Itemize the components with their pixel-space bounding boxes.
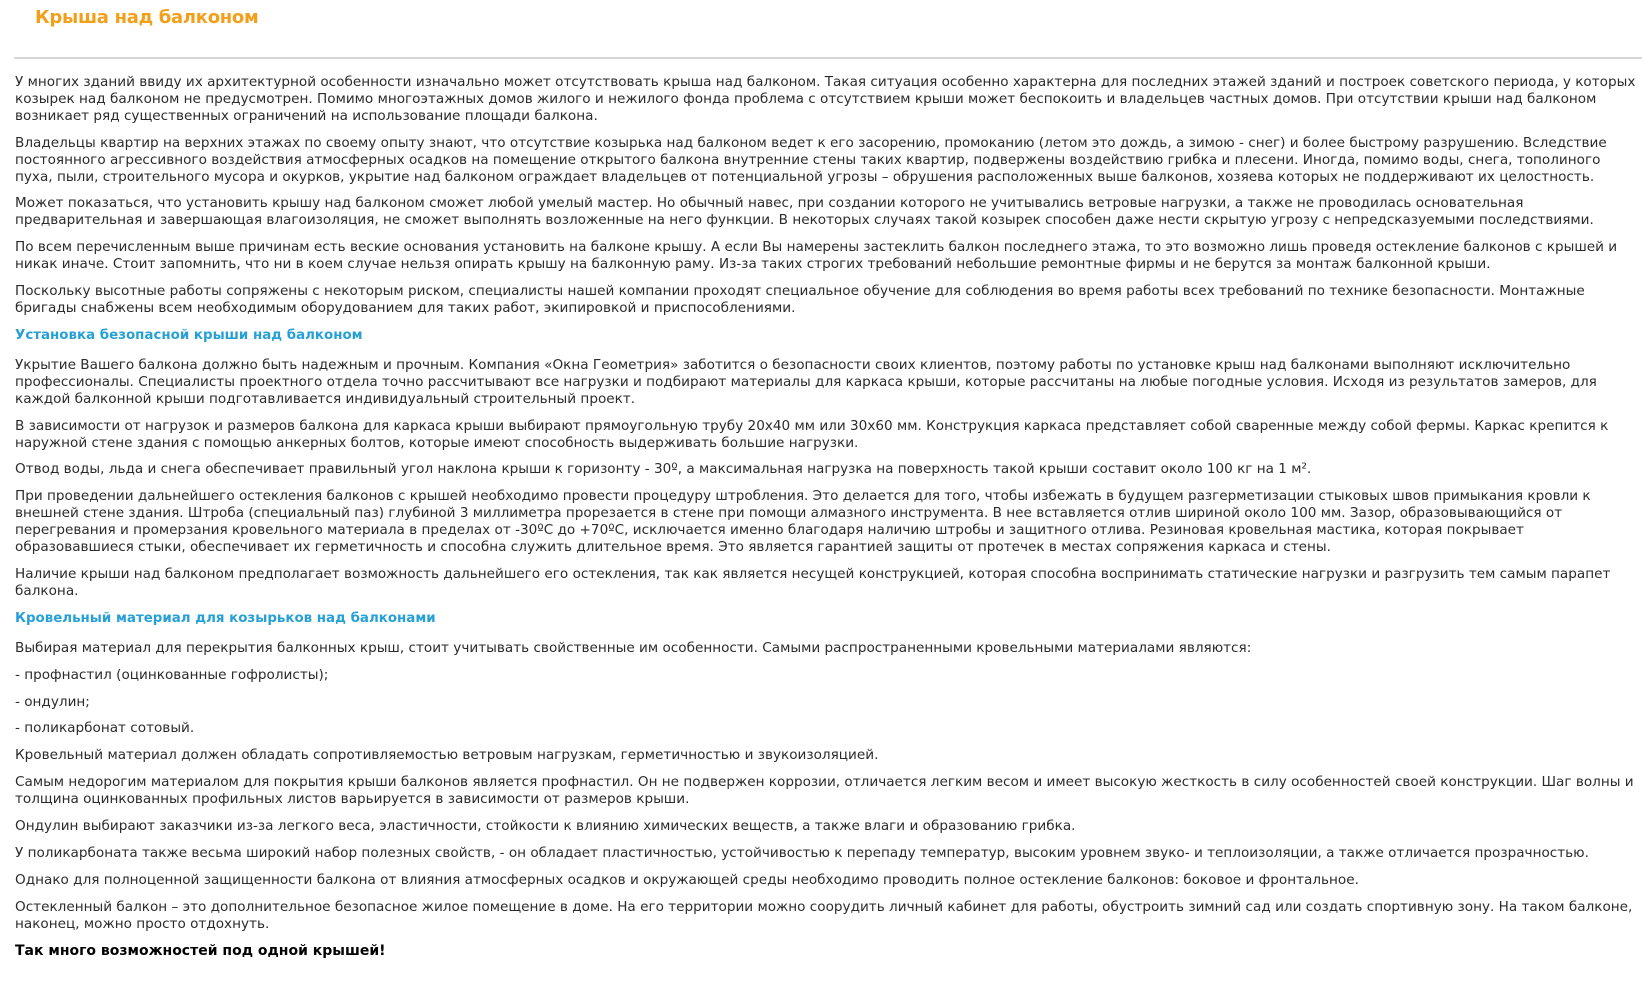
article-body (15, 74, 1637, 970)
section-paragraph: Отвод воды, льда и снега обеспечивает правильный угол наклона крыши к горизонту - 30º, а максимальная нагрузка на поверхность такой крыши составит около 100 кг на 1 м². (15, 461, 1312, 478)
section-paragraph: Самым недорогим материалом для покрытия крыши балконов является профнастил. Он не подвержен коррозии, отличается легким весом и имеет высокую жесткость в силу особенностей своей конструкции. Шаг волны и толщина оцинкованных профильных листов варьируется в зависимости от размеров крыши. (15, 774, 1634, 808)
closing-statement: Так много возможностей под одной крышей! (15, 942, 386, 959)
section-paragraph: Наличие крыши над балконом предполагает возможность дальнейшего его остекления, так как является несущей конструкцией, которая способна воспринимать статические нагрузки и разгрузить тем самым парапет балкона. (15, 565, 1611, 599)
intro-paragraph: У многих зданий ввиду их архитектурной особенности изначально может отсутствовать крыша над балконом. Такая ситуация особенно характерна для последних этажей зданий и построек советского периода, у которых козырек над балконом не предусмотрен. Помимо многоэтажных домов жилого и нежилого фонда проблема с отсутствием крыши может беспокоить и владельцев частных домов. При отсутствии крыши над балконом возникает ряд существенных ограничений на использование площади балкона. (15, 74, 1636, 124)
section-heading-roofing-material: Кровельный материал для козырьков над балконами (15, 610, 436, 626)
list-item: - ондулин; (15, 693, 90, 710)
intro-paragraph: Может показаться, что установить крышу над балконом сможет любой умелый мастер. Но обычный навес, при создании которого не учитывались ветровые нагрузки, а также не проводилась основательная предварительная и завершающая влагоизоляция, не сможет выполнять возложенные на него функции. В некоторых случаях такой козырек способен даже нести скрытую угрозу с непредсказуемыми последствиями. (15, 195, 1594, 229)
list-item: - профнастил (оцинкованные гофролисты); (15, 666, 329, 683)
section-paragraph: У поликарбоната также весьма широкий набор полезных свойств, - он обладает пластичностью, устойчивостью к перепаду температур, высоким уровнем звуко- и теплоизоляции, а также отличается прозрачностью. (15, 845, 1589, 861)
section-heading-safe-roof: Установка безопасной крыши над балконом (15, 327, 363, 343)
section-paragraph: Выбирая материал для перекрытия балконных крыш, стоит учитывать свойственные им особенности. Самыми распространенными кровельными материалами являются: (15, 639, 1252, 656)
intro-paragraph: Владельцы квартир на верхних этажах по своему опыту знают, что отсутствие козырька над балконом ведет к его засорению, промоканию (летом это дождь, а зимою - снег) и более быстрому разрушению. Вследствие постоянного агрессивного воздействия атмосферных осадков на помещение открытого балкона внутренние стены таких квартир, подвержены воздействию грибка и плесени. Иногда, помимо воды, снега, тополиного пуха, пыли, строительного мусора и окурков, укрытие над балконом ограждает владельцев от потенциальной угрозы – обрушения расположенных выше балконов, хозяева которых не поддерживают их целостность. (15, 134, 1607, 185)
section-paragraph: При проведении дальнейшего остекления балконов с крышей необходимо провести процедуру штробления. Это делается для того, чтобы избежать в будущем разгерметизации стыковых швов примыкания кровли к внешней стене здания. Штроба (специальный паз) глубиной 3 миллиметра прорезается в стене при помощи алмазного инструмента. В нее вставляется отлив шириной около 100 мм. Зазор, образовывающийся от перегревания и промерзания кровельного материала в пределах от -30ºС до +70ºС, исключается именно благодаря наличию штробы и защитного отлива. Резиновая кровельная мастика, которая покрывает образовавшиеся стыки, обеспечивает их герметичность и способна служить длительное время. Это является гарантией защиты от протечек в местах сопряжения каркаса и стены. (15, 488, 1591, 556)
section-paragraph: Однако для полноценной защищенности балкона от влияния атмосферных осадков и окружающей среды необходимо проводить полное остекление балконов: боковое и фронтальное. (15, 871, 1359, 888)
section-paragraph: Кровельный материал должен обладать сопротивляемостью ветровым нагрузкам, герметичностью и звукоизоляцией. (15, 747, 879, 764)
page-title: Крыша над балконом (35, 7, 259, 28)
section-paragraph: В зависимости от нагрузок и размеров балкона для каркаса крыши выбирают прямоугольную трубу 20х40 мм или 30х60 мм. Конструкция каркаса представляет собой сваренные между собой фермы. Каркас крепится к наружной стене здания с помощью анкерных болтов, которые имеют способность выдерживать большие нагрузки. (15, 417, 1609, 451)
title-divider (14, 57, 1642, 59)
list-item: - поликарбонат сотовый. (15, 720, 195, 737)
section-paragraph: Ондулин выбирают заказчики из-за легкого веса, эластичности, стойкости к влиянию химических веществ, а также влаги и образованию грибка. (15, 818, 1076, 835)
section-paragraph: Остекленный балкон – это дополнительное безопасное жилое помещение в доме. На его территории можно соорудить личный кабинет для работы, обустроить зимний сад или создать спортивную зону. На таком балконе, наконец, можно просто отдохнуть. (15, 898, 1633, 932)
section-paragraph: Укрытие Вашего балкона должно быть надежным и прочным. Компания «Окна Геометрия» заботится о безопасности своих клиентов, поэтому работы по установке крыш над балконами выполняют исключительно профессионалы. Специалисты проектного отдела точно рассчитывают все нагрузки и подбирают материалы для каркаса крыши, которые рассчитаны на любые погодные условия. Исходя из результатов замеров, для каждой балконной крыши подготавливается индивидуальный строительный проект. (15, 356, 1597, 407)
intro-paragraph: По всем перечисленным выше причинам есть веские основания установить на балконе крышу. А если Вы намерены застеклить балкон последнего этажа, то это возможно лишь проведя остекление балконов с крышей и никак иначе. Стоит запомнить, что ни в коем случае нельзя опирать крышу на балконную раму. Из-за таких строгих требований небольшие ремонтные фирмы и не берутся за монтаж балконной крыши. (15, 239, 1618, 273)
intro-paragraph: Поскольку высотные работы сопряжены с некоторым риском, специалисты нашей компании проходят специальное обучение для соблюдения во время работы всех требований по технике безопасности. Монтажные бригады снабжены всем необходимым оборудованием для таких работ, экипировкой и приспособлениями. (15, 283, 1585, 316)
